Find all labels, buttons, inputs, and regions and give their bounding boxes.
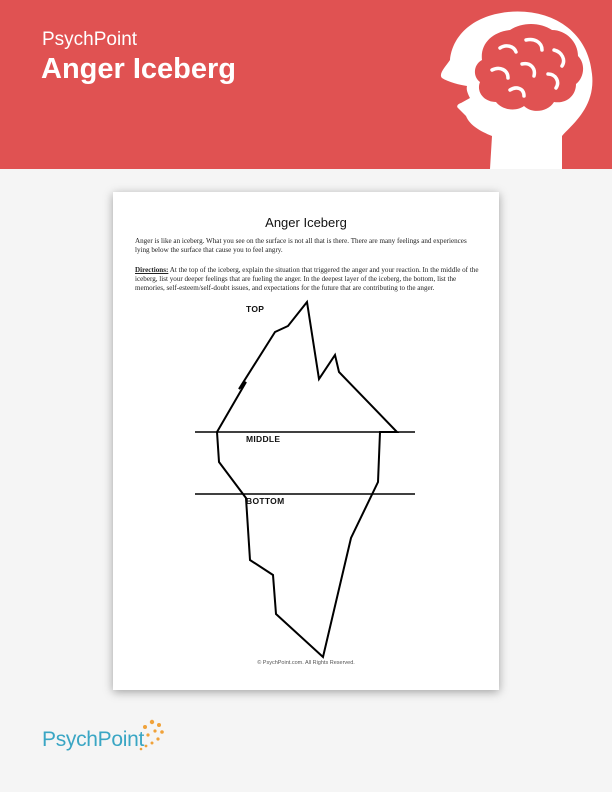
copyright-notice: © PsychPoint.com. All Rights Reserved. [257,660,355,666]
worksheet-page [113,192,499,690]
label-top: TOP [246,304,265,314]
iceberg-outline [217,302,397,657]
footer-brand-name: PsychPoint [42,728,145,751]
worksheet-intro: Anger is like an iceberg. What you see on the surface is not all that is there. There are many feelings and experiences lying below the surface that cause you to feel angry. [135,237,467,255]
iceberg-diagram [113,192,499,690]
page-title: Anger Iceberg [41,53,236,85]
directions-label: Directions: [135,266,169,274]
label-bottom: BOTTOM [246,496,285,506]
header-banner [0,0,612,169]
worksheet-title: Anger Iceberg [265,215,347,230]
head-brain-icon [430,8,600,169]
brand-name: PsychPoint [42,29,138,50]
directions-text: At the top of the iceberg, explain the situation that triggered the anger and your reaction. In the middle of the iceberg, list your deeper feelings that are fueling the anger. In the deepest layer of the iceberg, the bottom, list the memories, self-esteem/self-doubt issues, and expectations for the future that are contributing to the anger. [135,266,479,293]
footer-logo [42,718,172,758]
label-middle: MIDDLE [246,434,281,444]
